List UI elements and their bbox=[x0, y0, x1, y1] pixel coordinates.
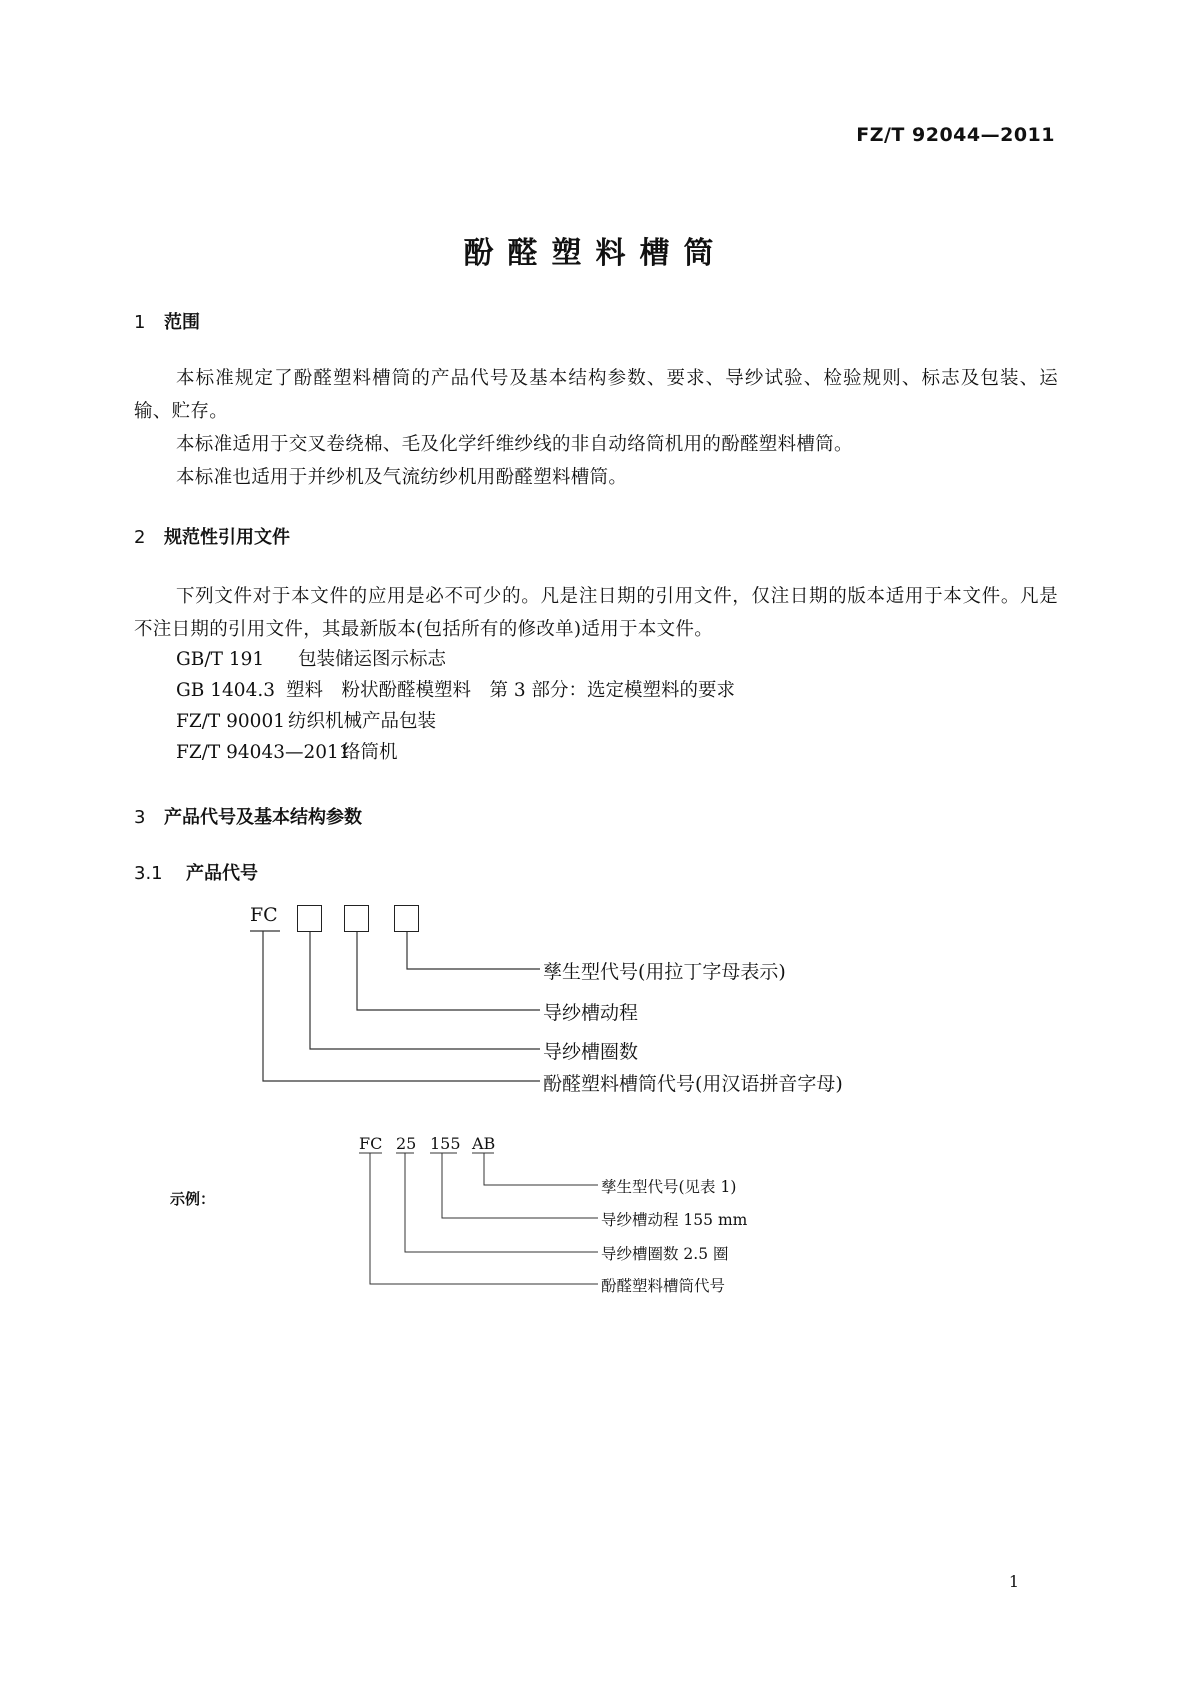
section-title: 产品代号及基本结构参数 bbox=[164, 807, 362, 828]
page-number: 1 bbox=[1008, 1572, 1019, 1591]
example-code: 25 bbox=[396, 1134, 417, 1153]
example-code: AB bbox=[472, 1134, 496, 1153]
diagram-label: 导纱槽圈数 bbox=[543, 1041, 639, 1063]
reference-code: GB/T 191 bbox=[176, 649, 265, 670]
example-label: 导纱槽动程 155 mm bbox=[601, 1211, 748, 1229]
section-number: 3 bbox=[134, 807, 146, 828]
reference-code: GB 1404.3 bbox=[176, 680, 275, 701]
normative-intro: 下列文件对于本文件的应用是必不可少的。凡是注日期的引用文件，仅注日期的版本适用于本文件。凡是不注日期的引用文件，其最新版本(包括所有的修改单)适用于本文件。 bbox=[134, 586, 1058, 640]
reference-title: 纺织机械产品包装 bbox=[288, 711, 437, 732]
section-title: 范围 bbox=[164, 312, 200, 333]
reference-title: 包装储运图示标志 bbox=[298, 649, 447, 670]
scope-paragraph-3: 本标准也适用于并纱机及气流纺纱机用酚醛塑料槽筒。 bbox=[176, 467, 628, 488]
scope-paragraph-2: 本标准适用于交叉卷绕棉、毛及化学纤维纱线的非自动络筒机用的酚醛塑料槽筒。 bbox=[176, 434, 853, 455]
code-slot-box bbox=[394, 905, 419, 932]
example-label: 孳生型代号(见表 1) bbox=[601, 1178, 737, 1196]
section-number: 1 bbox=[134, 312, 146, 333]
reference-code: FZ/T 90001 bbox=[176, 711, 285, 732]
section-number: 2 bbox=[134, 527, 146, 548]
code-slot-box bbox=[344, 905, 369, 932]
section-title: 规范性引用文件 bbox=[164, 527, 290, 548]
diagram-label: 孳生型代号(用拉丁字母表示) bbox=[543, 961, 786, 983]
scope-paragraph-1: 本标准规定了酚醛塑料槽筒的产品代号及基本结构参数、要求、导纱试验、检验规则、标志及包装、运输、贮存。 bbox=[134, 368, 1058, 422]
example-caption: 示例： bbox=[170, 1190, 216, 1208]
document-title: 酚醛塑料槽筒 bbox=[463, 236, 728, 271]
code-slot-box bbox=[297, 905, 322, 932]
reference-code: FZ/T 94043—2011 bbox=[176, 742, 351, 763]
example-code: 155 bbox=[430, 1134, 461, 1153]
section-title: 产品代号 bbox=[186, 863, 258, 884]
diagram-label: 导纱槽动程 bbox=[543, 1002, 639, 1024]
example-code: FC bbox=[359, 1134, 383, 1153]
section-number: 3.1 bbox=[134, 863, 163, 884]
reference-title: 络筒机 bbox=[342, 742, 398, 763]
reference-title: 塑料 粉状酚醛模塑料 第 3 部分：选定模塑料的要求 bbox=[286, 680, 736, 701]
example-label: 酚醛塑料槽筒代号 bbox=[601, 1277, 726, 1295]
standard-number: FZ/T 92044—2011 bbox=[856, 124, 1055, 146]
example-label: 导纱槽圈数 2.5 圈 bbox=[601, 1245, 729, 1263]
diagram-label: 酚醛塑料槽筒代号(用汉语拼音字母) bbox=[543, 1073, 843, 1095]
code-prefix: FC bbox=[250, 904, 278, 926]
